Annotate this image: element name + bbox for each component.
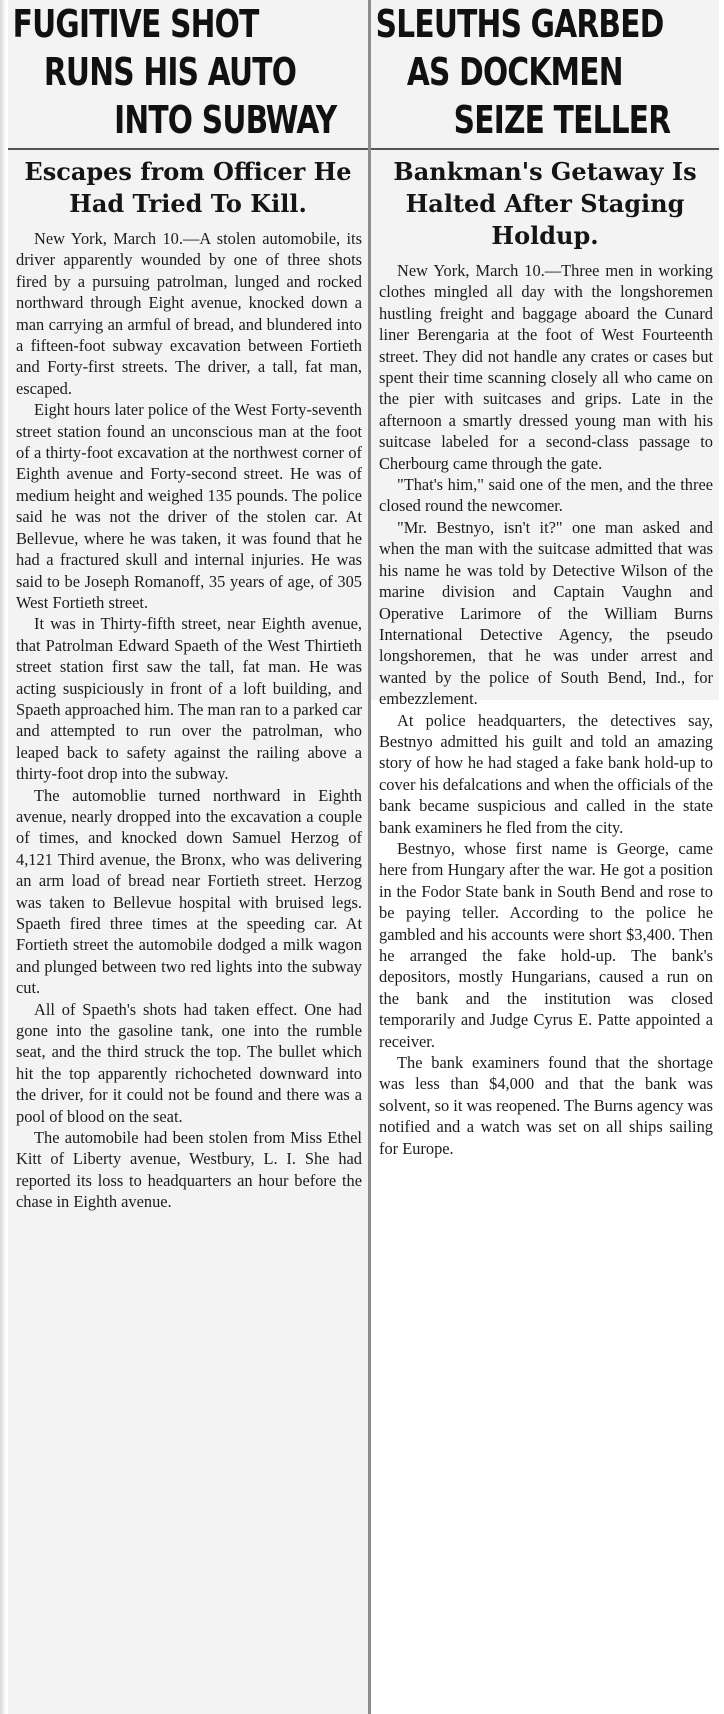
- right-paragraph-6: The bank examiners found that the shortage was less than $4,000 and that the bank was solvent, so it was reopened. The Burns agency was notified and a watch was set on all ships sailing for Europe.: [379, 1053, 713, 1158]
- left-headline-line-1: FUGITIVE SHOT: [12, 2, 259, 46]
- left-paragraph-6: The automobile had been stolen from Miss Ethel Kitt of Liberty avenue, Westbury, L. I. She had reported its loss to headquarters an hour before the chase in Eighth avenue.: [16, 1128, 362, 1212]
- left-paragraph-3: It was in Thirty-fifth street, near Eighth avenue, that Patrolman Edward Spaeth of the West Thirtieth street station first saw the tall, fat man. He was acting suspiciously in front of a loft building, and Spaeth approached him. The man ran to a parked car and attempted to run over the patrolman, who leaped back to safety against the railing above a thirty-foot drop into the subway.: [16, 614, 362, 784]
- right-article: [371, 0, 719, 1158]
- left-headline-line-3: INTO SUBWAY: [114, 98, 337, 142]
- right-paragraph-1: New York, March 10.—Three men in working clothes mingled all day with the longshoremen hustling freight and baggage aboard the Cunard liner Berengaria at the foot of West Fourteenth street. They did not handle any crates or cases but spent their time scanning closely all who came on the pier with suitcases and grips. Late in the afternoon a smartly dressed young man with his suitcase labeled for a second-class passage to Cherbourg came through the gate.: [379, 261, 713, 473]
- right-headline-rule: [371, 148, 719, 150]
- right-headline-line-3: SEIZE TELLER: [453, 98, 671, 142]
- right-paragraph-2: "That's him," said one of the men, and the three closed round the newcomer.: [379, 475, 713, 516]
- right-deck: Bankman's Getaway Is Halted After Staging Holdup.: [393, 157, 697, 250]
- right-paragraph-3: "Mr. Bestnyo, isn't it?" one man asked and when the man with the suitcase admitted that was his name he was told by Detective Wilson of the marine division and Captain Vaughn and Operative Larimore of the William Burns International Detective Agency, the pseudo longshoremen, that he was under arrest and wanted by the police of South Bend, Ind., for embezzlement.: [379, 517, 713, 709]
- left-deck: Escapes from Officer He Had Tried To Kill.: [24, 157, 352, 218]
- right-headline-line-1: SLEUTHS GARBED: [375, 2, 664, 46]
- left-headline-rule: [8, 148, 368, 150]
- right-body: [371, 260, 719, 1159]
- left-paragraph-4: The automoblie turned northward in Eighth avenue, nearly dropped into the excavation a couple of times, and knocked down Samuel Herzog of 4,121 Third avenue, the Bronx, who was delivering an arm load of bread near Fortieth street. Herzog was taken to Bellevue hospital with bruised legs. Spaeth fired three times at the speeding car. At Fortieth street the automobile dodged a milk wagon and plunged between two red lights into the subway cut.: [16, 785, 362, 998]
- left-paragraph-5: All of Spaeth's shots had taken effect. One had gone into the gasoline tank, one into the rumble seat, and the third struck the top. The bullet which hit the top apparently richocheted downward into the driver, for it could not be found and there was a pool of blood on the seat.: [16, 999, 362, 1126]
- left-paragraph-2: Eight hours later police of the West Forty-seventh street station found an unconscious man at the foot of a thirty-foot excavation at the northwest corner of Eighth avenue and Forty-second street. He was of medium height and weighed 135 pounds. The police said he was not the driver of the stolen car. At Bellevue, where he was taken, it was found that he had a fractured skull and internal injuries. He was said to be Joseph Romanoff, 35 years of age, of 305 West Fortieth street.: [16, 400, 362, 612]
- right-paragraph-5: Bestnyo, whose first name is George, came here from Hungary after the war. He got a position in the Fodor State bank in South Bend and rose to be paying teller. According to the police he gambled and his accounts were short $3,400. Then he arranged the fake hold-up. The bank's depositors, mostly Hungarians, caused a run on the bank and the institution was closed temporarily and Judge Cyrus E. Patte appointed a receiver.: [379, 838, 713, 1051]
- left-headline: [8, 0, 361, 144]
- right-headline: [371, 0, 724, 144]
- right-paragraph-4: At police headquarters, the detectives say, Bestnyo admitted his guilt and told an amazing story of how he had staged a fake bank hold-up to cover his defalcations and when the officials of the bank became suspicious and called in the state bank examiners he fled from the city.: [379, 710, 713, 837]
- left-headline-line-2: RUNS HIS AUTO: [43, 50, 297, 94]
- left-paragraph-1: New York, March 10.—A stolen automobile, its driver apparently wounded by one of three shots fired by a pursuing patrolman, lunged and rocked northward through Eight avenue, knocked down a man carrying an armful of bread, and blundered into a fifteen-foot subway excavation between Fortieth and Forty-first streets. The driver, a tall, fat man, escaped.: [16, 229, 362, 398]
- right-headline-line-2: AS DOCKMEN: [406, 50, 623, 94]
- left-body: [8, 228, 368, 1213]
- adjacent-column-edge: [0, 0, 6, 1714]
- left-article: [8, 0, 368, 1714]
